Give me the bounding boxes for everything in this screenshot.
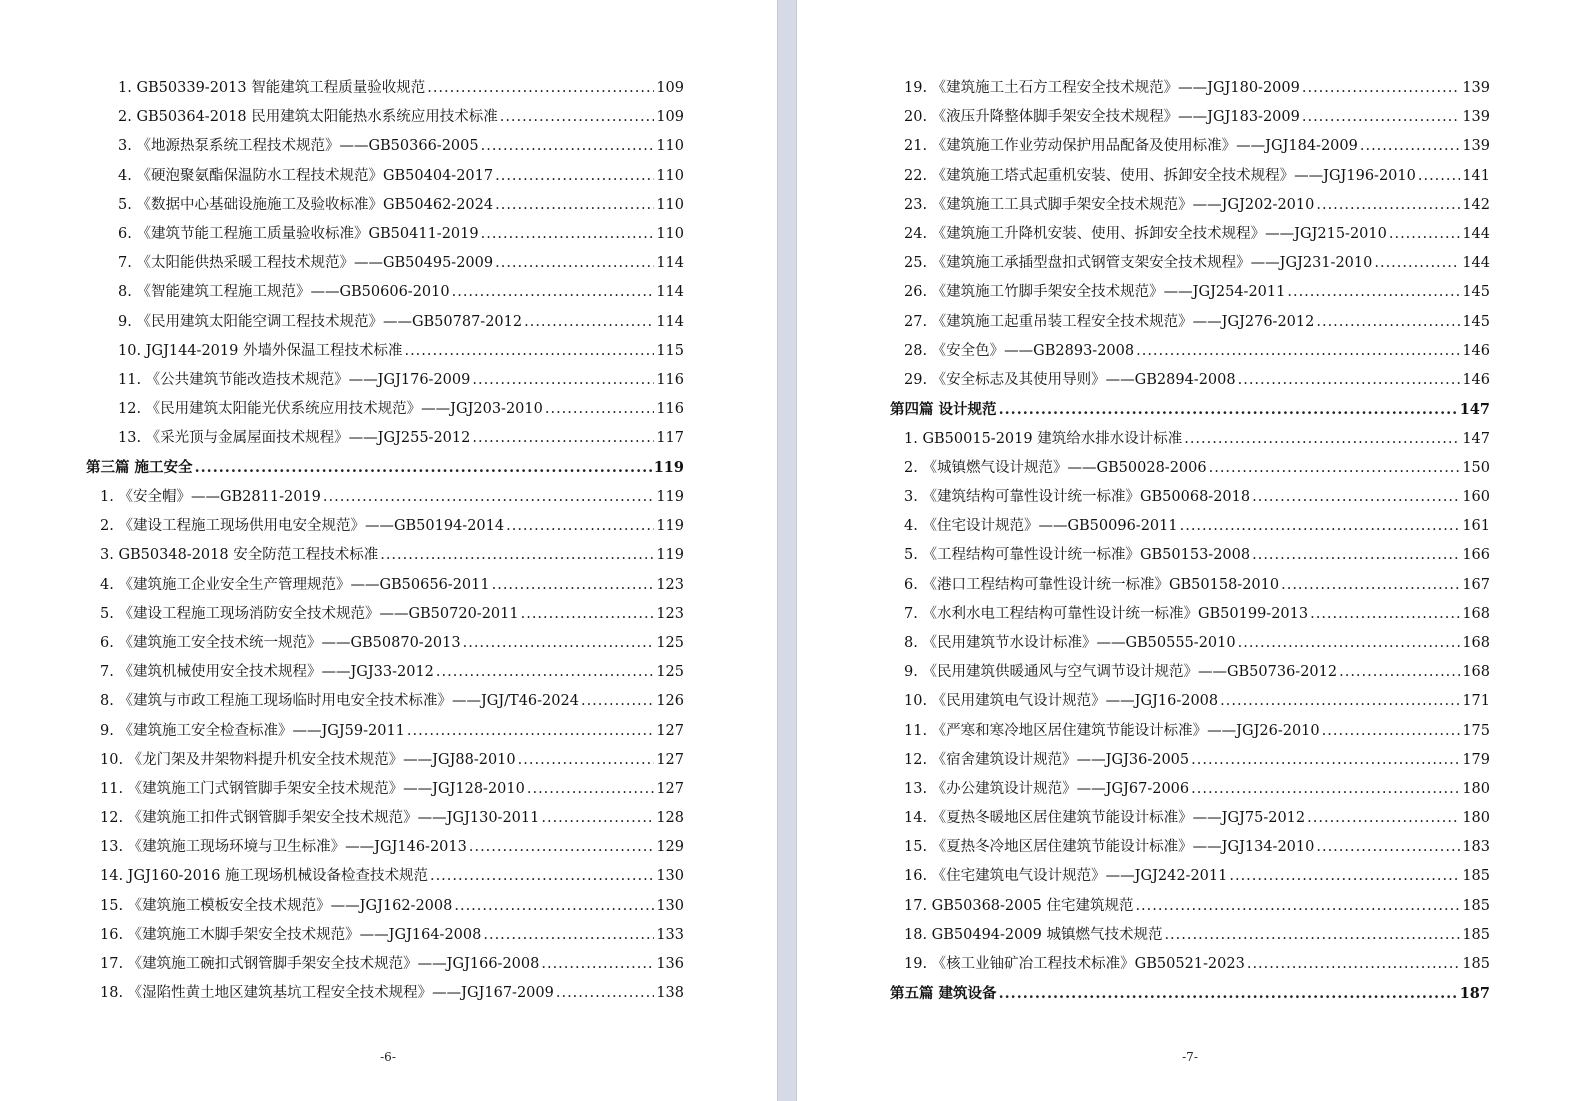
toc-entry-title: 5. 《建设工程施工现场消防安全技术规范》——GB50720-2011 xyxy=(100,605,519,622)
toc-entry-title: 13. 《建筑施工现场环境与卫生标准》——JGJ146-2013 xyxy=(100,839,467,856)
toc-entry[interactable] xyxy=(86,103,684,132)
toc-entry[interactable] xyxy=(890,454,1490,483)
dot-leader xyxy=(1209,454,1461,483)
dot-leader xyxy=(1374,249,1460,278)
toc-entry-page: 110 xyxy=(656,196,684,213)
toc-entry[interactable] xyxy=(86,921,684,950)
toc-entry[interactable] xyxy=(890,600,1490,629)
toc-entry[interactable] xyxy=(86,717,684,746)
toc-entry[interactable] xyxy=(86,191,684,220)
toc-entry-title: 第五篇 建筑设备 xyxy=(890,985,997,1003)
toc-entry[interactable] xyxy=(86,512,684,541)
dot-leader xyxy=(1418,162,1460,191)
toc-entry-title: 8. 《建筑与市政工程施工现场临时用电安全技术标准》——JGJ/T46-2024 xyxy=(100,693,579,710)
toc-entry-title: 13. 《采光顶与金属屋面技术规程》——JGJ255-2012 xyxy=(118,430,471,447)
dot-leader xyxy=(495,191,654,220)
toc-entry-page: 167 xyxy=(1462,576,1490,593)
dot-leader xyxy=(500,103,655,132)
toc-entry-page: 133 xyxy=(656,926,684,943)
toc-entry[interactable] xyxy=(890,950,1490,979)
toc-entry[interactable] xyxy=(86,308,684,337)
dot-leader xyxy=(1164,921,1460,950)
dot-leader xyxy=(1316,191,1460,220)
toc-entry-title: 25. 《建筑施工承插型盘扣式钢管支架安全技术规程》——JGJ231-2010 xyxy=(904,255,1373,272)
toc-entry-page: 110 xyxy=(656,167,684,184)
toc-list xyxy=(86,74,684,1008)
dot-leader xyxy=(404,337,654,366)
toc-entry-page: 127 xyxy=(656,780,684,797)
dot-leader xyxy=(1238,629,1461,658)
toc-entry-page: 114 xyxy=(656,313,684,330)
page-number: -6- xyxy=(380,1050,396,1064)
toc-entry[interactable] xyxy=(890,862,1490,891)
toc-entry-page: 116 xyxy=(656,371,684,388)
toc-entry-title: 7. 《水利水电工程结构可靠性设计统一标准》GB50199-2013 xyxy=(904,605,1309,622)
toc-entry-title: 16. 《住宅建筑电气设计规范》——JGJ242-2011 xyxy=(904,868,1228,885)
dot-leader xyxy=(524,308,654,337)
dot-leader xyxy=(1287,278,1460,307)
toc-entry-title: 17. GB50368-2005 住宅建筑规范 xyxy=(904,897,1134,914)
dot-leader xyxy=(1247,950,1460,979)
toc-entry-title: 14. JGJ160-2016 施工现场机械设备检查技术规范 xyxy=(100,868,428,885)
toc-entry[interactable] xyxy=(890,833,1490,862)
toc-entry[interactable] xyxy=(890,278,1490,307)
toc-entry-title: 4. 《住宅设计规范》——GB50096-2011 xyxy=(904,518,1178,535)
toc-entry-page: 119 xyxy=(653,459,684,477)
toc-entry-page: 175 xyxy=(1462,722,1490,739)
toc-entry-page: 138 xyxy=(656,985,684,1002)
toc-entry-title: 10. 《龙门架及井架物料提升机安全技术规范》——JGJ88-2010 xyxy=(100,751,516,768)
toc-entry[interactable] xyxy=(86,687,684,716)
toc-entry[interactable] xyxy=(890,220,1490,249)
toc-entry-page: 123 xyxy=(656,576,684,593)
toc-entry-title: 11. 《严寒和寒冷地区居住建筑节能设计标准》——JGJ26-2010 xyxy=(904,722,1320,739)
toc-entry[interactable] xyxy=(890,541,1490,570)
toc-entry-title: 9. 《建筑施工安全检查标准》——JGJ59-2011 xyxy=(100,722,405,739)
toc-entry-page: 136 xyxy=(656,956,684,973)
toc-entry-page: 183 xyxy=(1462,839,1490,856)
toc-entry-title: 27. 《建筑施工起重吊装工程安全技术规范》——JGJ276-2012 xyxy=(904,313,1315,330)
dot-leader xyxy=(1316,308,1460,337)
dot-leader xyxy=(323,483,654,512)
toc-entry[interactable] xyxy=(86,571,684,600)
toc-entry-page: 114 xyxy=(656,255,684,272)
toc-entry-title: 4. 《建筑施工企业安全生产管理规范》——GB50656-2011 xyxy=(100,576,490,593)
toc-entry-page: 109 xyxy=(656,80,684,96)
toc-entry[interactable] xyxy=(890,804,1490,833)
dot-leader xyxy=(506,512,654,541)
toc-entry-title: 18. GB50494-2009 城镇燃气技术规范 xyxy=(904,926,1163,943)
toc-entry-title: 9. 《民用建筑太阳能空调工程技术规范》——GB50787-2012 xyxy=(118,313,523,330)
toc-entry-page: 185 xyxy=(1462,926,1490,943)
toc-entry-page: 145 xyxy=(1462,284,1490,301)
dot-leader xyxy=(1339,658,1460,687)
toc-entry-title: 11. 《建筑施工门式钢管脚手架安全技术规范》——JGJ128-2010 xyxy=(100,780,525,797)
toc-entry-page: 147 xyxy=(1459,401,1490,419)
toc-entry[interactable] xyxy=(86,862,684,891)
toc-entry-page: 168 xyxy=(1462,605,1490,622)
toc-entry[interactable] xyxy=(890,337,1490,366)
dot-leader xyxy=(1316,833,1460,862)
dot-leader xyxy=(1252,483,1460,512)
toc-entry[interactable] xyxy=(890,74,1490,103)
toc-entry[interactable] xyxy=(890,132,1490,161)
toc-entry[interactable] xyxy=(86,132,684,161)
toc-entry[interactable] xyxy=(86,979,684,1008)
dot-leader xyxy=(1302,74,1460,103)
dot-leader xyxy=(1184,425,1460,454)
toc-entry[interactable] xyxy=(86,804,684,833)
dot-leader xyxy=(452,278,655,307)
toc-entry[interactable] xyxy=(86,746,684,775)
toc-entry-page: 123 xyxy=(656,605,684,622)
toc-entry-page: 144 xyxy=(1462,225,1490,242)
toc-entry[interactable] xyxy=(890,746,1490,775)
toc-entry-title: 2. 《城镇燃气设计规范》——GB50028-2006 xyxy=(904,459,1207,476)
dot-leader xyxy=(492,571,655,600)
toc-entry-page: 125 xyxy=(656,664,684,681)
toc-entry[interactable] xyxy=(890,191,1490,220)
toc-entry-title: 14. 《夏热冬暖地区居住建筑节能设计标准》——JGJ75-2012 xyxy=(904,810,1306,827)
toc-entry[interactable] xyxy=(890,892,1490,921)
toc-entry-title: 28. 《安全色》——GB2893-2008 xyxy=(904,342,1135,359)
dot-leader xyxy=(556,979,654,1008)
toc-entry-page: 144 xyxy=(1462,255,1490,272)
toc-entry[interactable] xyxy=(86,424,684,453)
page-gutter xyxy=(777,0,797,1101)
dot-leader xyxy=(545,395,654,424)
toc-entry-title: 12. 《民用建筑太阳能光伏系统应用技术规范》——JGJ203-2010 xyxy=(118,401,543,418)
toc-entry-title: 6. 《建筑节能工程施工质量验收标准》GB50411-2019 xyxy=(118,225,479,242)
toc-entry-page: 127 xyxy=(656,722,684,739)
toc-entry[interactable] xyxy=(86,395,684,424)
toc-entry-title: 7. 《建筑机械使用安全技术规程》——JGJ33-2012 xyxy=(100,664,434,681)
dot-leader xyxy=(1310,600,1460,629)
toc-entry-page: 160 xyxy=(1462,489,1490,506)
toc-entry-title: 11. 《公共建筑节能改造技术规范》——JGJ176-2009 xyxy=(118,371,471,388)
toc-entry-page: 166 xyxy=(1462,547,1490,564)
toc-entry[interactable] xyxy=(86,541,684,570)
toc-entry-title: 3. GB50348-2018 安全防范工程技术标准 xyxy=(100,547,379,564)
toc-entry-title: 1. 《安全帽》——GB2811-2019 xyxy=(100,489,321,506)
toc-entry-page: 119 xyxy=(656,547,684,564)
toc-entry-page: 146 xyxy=(1462,342,1490,359)
dot-leader xyxy=(472,424,654,453)
dot-leader xyxy=(481,132,655,161)
toc-entry-page: 130 xyxy=(656,868,684,885)
toc-entry[interactable] xyxy=(86,162,684,191)
toc-entry-page: 128 xyxy=(656,810,684,827)
toc-entry-title: 18. 《湿陷性黄土地区建筑基坑工程安全技术规程》——JGJ167-2009 xyxy=(100,985,554,1002)
toc-entry[interactable] xyxy=(890,571,1490,600)
dot-leader xyxy=(1360,132,1460,161)
toc-entry[interactable] xyxy=(890,308,1490,337)
dot-leader xyxy=(380,541,654,570)
toc-entry[interactable] xyxy=(86,483,684,512)
toc-entry-title: 12. 《宿舍建筑设计规范》——JGJ36-2005 xyxy=(904,751,1190,768)
dot-leader xyxy=(541,950,654,979)
toc-entry-page: 180 xyxy=(1462,810,1490,827)
toc-entry-title: 26. 《建筑施工竹脚手架安全技术规范》——JGJ254-2011 xyxy=(904,284,1286,301)
toc-entry-page: 161 xyxy=(1462,518,1490,535)
dot-leader xyxy=(436,658,654,687)
toc-entry[interactable] xyxy=(86,74,684,103)
toc-entry-title: 5. 《数据中心基础设施施工及验收标准》GB50462-2024 xyxy=(118,196,494,213)
dot-leader xyxy=(1191,746,1460,775)
toc-entry-page: 141 xyxy=(1462,167,1490,184)
toc-entry-page: 110 xyxy=(656,138,684,155)
toc-entry[interactable] xyxy=(86,220,684,249)
toc-entry-page: 119 xyxy=(656,489,684,506)
dot-leader xyxy=(454,892,654,921)
toc-entry[interactable] xyxy=(890,658,1490,687)
toc-entry-title: 5. 《工程结构可靠性设计统一标准》GB50153-2008 xyxy=(904,547,1251,564)
toc-entry-title: 3. 《地源热泵系统工程技术规范》——GB50366-2005 xyxy=(118,138,479,155)
toc-entry-title: 23. 《建筑施工工具式脚手架安全技术规范》——JGJ202-2010 xyxy=(904,196,1315,213)
toc-entry-page: 109 xyxy=(656,109,684,126)
dot-leader xyxy=(195,453,652,483)
toc-entry-title: 1. GB50339-2013 智能建筑工程质量验收规范 xyxy=(118,80,426,96)
dot-leader xyxy=(1220,687,1460,716)
toc-entry-page: 145 xyxy=(1462,313,1490,330)
dot-leader xyxy=(999,979,1458,1009)
dot-leader xyxy=(463,629,655,658)
toc-entry-title: 8. 《民用建筑节水设计标准》——GB50555-2010 xyxy=(904,634,1236,651)
dot-leader xyxy=(407,717,654,746)
dot-leader xyxy=(581,687,654,716)
toc-entry-title: 6. 《建筑施工安全技术统一规范》——GB50870-2013 xyxy=(100,634,461,651)
toc-entry-page: 185 xyxy=(1462,868,1490,885)
dot-leader xyxy=(430,862,654,891)
dot-leader xyxy=(1252,541,1460,570)
toc-entry-title: 2. GB50364-2018 民用建筑太阳能热水系统应用技术标准 xyxy=(118,109,498,126)
toc-entry-page: 139 xyxy=(1462,138,1490,155)
toc-entry-title: 29. 《安全标志及其使用导则》——GB2894-2008 xyxy=(904,371,1236,388)
toc-entry-title: 19. 《核工业铀矿冶工程技术标准》GB50521-2023 xyxy=(904,956,1245,973)
toc-entry-title: 15. 《夏热冬冷地区居住建筑节能设计标准》——JGJ134-2010 xyxy=(904,839,1315,856)
dot-leader xyxy=(1307,804,1460,833)
toc-entry-title: 12. 《建筑施工扣件式钢管脚手架安全技术规范》——JGJ130-2011 xyxy=(100,810,540,827)
toc-entry-title: 7. 《太阳能供热采暖工程技术规范》——GB50495-2009 xyxy=(118,255,494,272)
toc-entry-title: 9. 《民用建筑供暖通风与空气调节设计规范》——GB50736-2012 xyxy=(904,664,1338,681)
toc-entry-page: 187 xyxy=(1459,985,1490,1003)
dot-leader xyxy=(518,746,655,775)
toc-entry-page: 126 xyxy=(656,693,684,710)
toc-entry-page: 180 xyxy=(1462,780,1490,797)
dot-leader xyxy=(481,220,655,249)
page-number: -7- xyxy=(1182,1050,1198,1064)
toc-entry[interactable] xyxy=(86,337,684,366)
toc-entry[interactable] xyxy=(86,600,684,629)
toc-entry-page: 179 xyxy=(1462,751,1490,768)
toc-entry-title: 24. 《建筑施工升降机安装、使用、拆卸安全技术规程》——JGJ215-2010 xyxy=(904,225,1387,242)
toc-entry-title: 2. 《建设工程施工现场供用电安全规范》——GB50194-2014 xyxy=(100,518,505,535)
toc-entry-page: 168 xyxy=(1462,634,1490,651)
toc-list xyxy=(890,74,1490,1009)
toc-entry[interactable] xyxy=(890,103,1490,132)
dot-leader xyxy=(495,249,654,278)
toc-entry-page: 115 xyxy=(656,342,684,359)
toc-entry[interactable] xyxy=(86,833,684,862)
toc-entry-title: 4. 《硬泡聚氨酯保温防水工程技术规范》GB50404-2017 xyxy=(118,167,494,184)
toc-entry-title: 第三篇 施工安全 xyxy=(86,459,193,477)
toc-entry-title: 第四篇 设计规范 xyxy=(890,401,997,419)
toc-entry-title: 20. 《液压升降整体脚手架安全技术规程》——JGJ183-2009 xyxy=(904,109,1300,126)
toc-entry-page: 125 xyxy=(656,634,684,651)
toc-page-right xyxy=(797,0,1583,1101)
toc-entry[interactable] xyxy=(890,687,1490,716)
dot-leader xyxy=(469,833,654,862)
toc-entry[interactable] xyxy=(890,366,1490,395)
toc-entry-title: 15. 《建筑施工模板安全技术规范》——JGJ162-2008 xyxy=(100,897,453,914)
toc-entry[interactable] xyxy=(890,249,1490,278)
toc-entry-title: 22. 《建筑施工塔式起重机安装、使用、拆卸安全技术规程》——JGJ196-2010 xyxy=(904,167,1416,184)
toc-entry[interactable] xyxy=(890,717,1490,746)
toc-entry[interactable] xyxy=(890,629,1490,658)
dot-leader xyxy=(999,395,1458,425)
toc-entry[interactable] xyxy=(890,483,1490,512)
toc-entry-page: 116 xyxy=(656,401,684,418)
toc-entry[interactable] xyxy=(86,658,684,687)
dot-leader xyxy=(527,775,654,804)
toc-entry-page: 114 xyxy=(656,284,684,301)
toc-section-heading[interactable] xyxy=(890,979,1490,1009)
toc-entry-title: 1. GB50015-2019 建筑给水排水设计标准 xyxy=(904,430,1183,447)
toc-entry-title: 10. JGJ144-2019 外墙外保温工程技术标准 xyxy=(118,342,403,359)
toc-entry[interactable] xyxy=(86,629,684,658)
toc-entry-title: 16. 《建筑施工木脚手架安全技术规范》——JGJ164-2008 xyxy=(100,926,482,943)
toc-entry[interactable] xyxy=(86,950,684,979)
toc-entry-page: 110 xyxy=(656,225,684,242)
dot-leader xyxy=(1135,892,1460,921)
toc-entry-title: 17. 《建筑施工碗扣式钢管脚手架安全技术规范》——JGJ166-2008 xyxy=(100,956,540,973)
dot-leader xyxy=(1136,337,1460,366)
dot-leader xyxy=(427,74,654,103)
toc-entry[interactable] xyxy=(890,921,1490,950)
dot-leader xyxy=(483,921,654,950)
dot-leader xyxy=(1389,220,1460,249)
dot-leader xyxy=(1180,512,1461,541)
dot-leader xyxy=(521,600,655,629)
toc-entry-page: 171 xyxy=(1462,693,1490,710)
toc-page-left xyxy=(0,0,777,1101)
toc-entry-page: 185 xyxy=(1462,956,1490,973)
toc-entry-title: 21. 《建筑施工作业劳动保护用品配备及使用标准》——JGJ184-2009 xyxy=(904,138,1358,155)
toc-entry[interactable] xyxy=(86,892,684,921)
dot-leader xyxy=(1281,571,1460,600)
toc-entry-title: 19. 《建筑施工土石方工程安全技术规范》——JGJ180-2009 xyxy=(904,80,1300,96)
toc-entry[interactable] xyxy=(890,425,1490,454)
toc-entry-title: 8. 《智能建筑工程施工规范》——GB50606-2010 xyxy=(118,284,450,301)
dot-leader xyxy=(1229,862,1460,891)
dot-leader xyxy=(472,366,654,395)
toc-entry-page: 142 xyxy=(1462,196,1490,213)
toc-entry-title: 6. 《港口工程结构可靠性设计统一标准》GB50158-2010 xyxy=(904,576,1280,593)
toc-entry[interactable] xyxy=(86,775,684,804)
toc-entry-page: 185 xyxy=(1462,897,1490,914)
dot-leader xyxy=(1191,775,1460,804)
toc-section-heading[interactable] xyxy=(86,453,684,483)
toc-entry-page: 150 xyxy=(1462,459,1490,476)
toc-entry[interactable] xyxy=(890,162,1490,191)
toc-entry-page: 117 xyxy=(656,430,684,447)
toc-entry[interactable] xyxy=(86,278,684,307)
toc-entry-page: 119 xyxy=(656,518,684,535)
toc-entry[interactable] xyxy=(890,775,1490,804)
dot-leader xyxy=(1322,717,1461,746)
toc-entry-page: 139 xyxy=(1462,109,1490,126)
toc-entry-page: 129 xyxy=(656,839,684,856)
toc-entry[interactable] xyxy=(86,366,684,395)
toc-entry-page: 139 xyxy=(1462,80,1490,96)
toc-entry-page: 127 xyxy=(656,751,684,768)
toc-entry-page: 130 xyxy=(656,897,684,914)
toc-entry-title: 13. 《办公建筑设计规范》——JGJ67-2006 xyxy=(904,780,1190,797)
toc-entry-page: 146 xyxy=(1462,371,1490,388)
dot-leader xyxy=(1238,366,1461,395)
toc-entry-title: 10. 《民用建筑电气设计规范》——JGJ16-2008 xyxy=(904,693,1219,710)
dot-leader xyxy=(1302,103,1460,132)
toc-entry[interactable] xyxy=(890,512,1490,541)
dot-leader xyxy=(541,804,654,833)
dot-leader xyxy=(495,162,654,191)
toc-section-heading[interactable] xyxy=(890,395,1490,425)
toc-entry-page: 168 xyxy=(1462,664,1490,681)
toc-entry[interactable] xyxy=(86,249,684,278)
toc-entry-page: 147 xyxy=(1462,430,1490,447)
toc-entry-title: 3. 《建筑结构可靠性设计统一标准》GB50068-2018 xyxy=(904,489,1251,506)
